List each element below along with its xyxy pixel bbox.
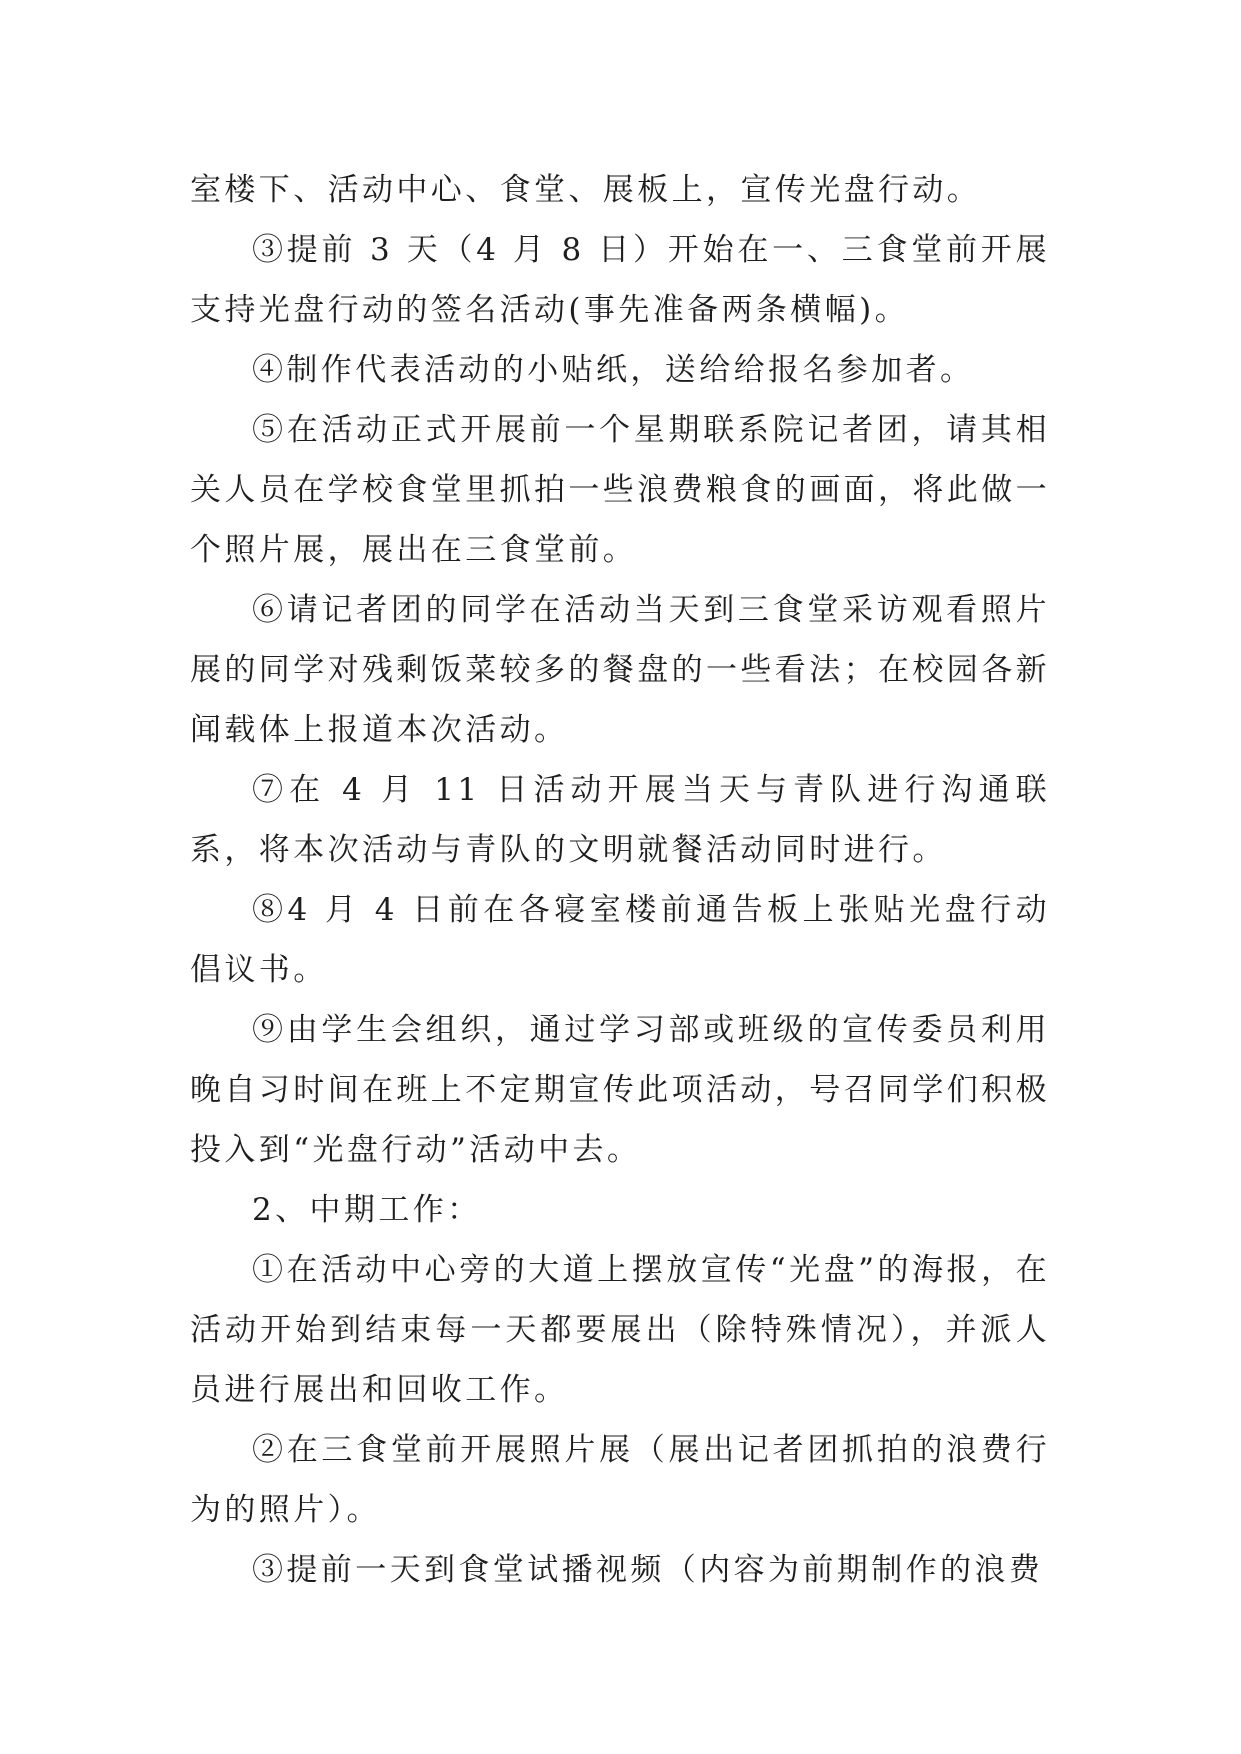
paragraph-12: ③提前一天到食堂试播视频（内容为前期制作的浪费 (252, 1552, 1044, 1588)
section-heading-midterm: 2、中期工作： (252, 1192, 482, 1228)
paragraph-11: ②在三食堂前开展照片展（展出记者团抓拍的浪费行为的照片）。 (190, 1432, 1050, 1528)
paragraph-8: ⑨由学生会组织，通过学习部或班级的宣传委员利用晚自习时间在班上不定期宣传此项活动，号召同学们积极投入到“光盘行动”活动中去。 (190, 1012, 1050, 1168)
paragraph-1: 室楼下、活动中心、食堂、展板上，宣传光盘行动。 (190, 172, 982, 208)
document-body (190, 160, 1050, 1600)
paragraph-2: ③提前 3 天（4 月 8 日）开始在一、三食堂前开展支持光盘行动的签名活动(事先准备两条横幅)。 (190, 232, 1050, 328)
paragraph-5: ⑥请记者团的同学在活动当天到三食堂采访观看照片展的同学对残剩饭菜较多的餐盘的一些看法；在校园各新闻载体上报道本次活动。 (190, 592, 1050, 748)
paragraph-10: ①在活动中心旁的大道上摆放宣传“光盘”的海报，在活动开始到结束每一天都要展出（除特殊情况），并派人员进行展出和回收工作。 (190, 1252, 1050, 1408)
paragraph-4: ⑤在活动正式开展前一个星期联系院记者团，请其相关人员在学校食堂里抓拍一些浪费粮食的画面，将此做一个照片展，展出在三食堂前。 (190, 412, 1050, 568)
paragraph-3: ④制作代表活动的小贴纸，送给给报名参加者。 (252, 352, 975, 388)
paragraph-6: ⑦在 4 月 11 日活动开展当天与青队进行沟通联系，将本次活动与青队的文明就餐活动同时进行。 (190, 772, 1050, 868)
paragraph-7: ⑧4 月 4 日前在各寝室楼前通告板上张贴光盘行动倡议书。 (190, 892, 1050, 988)
